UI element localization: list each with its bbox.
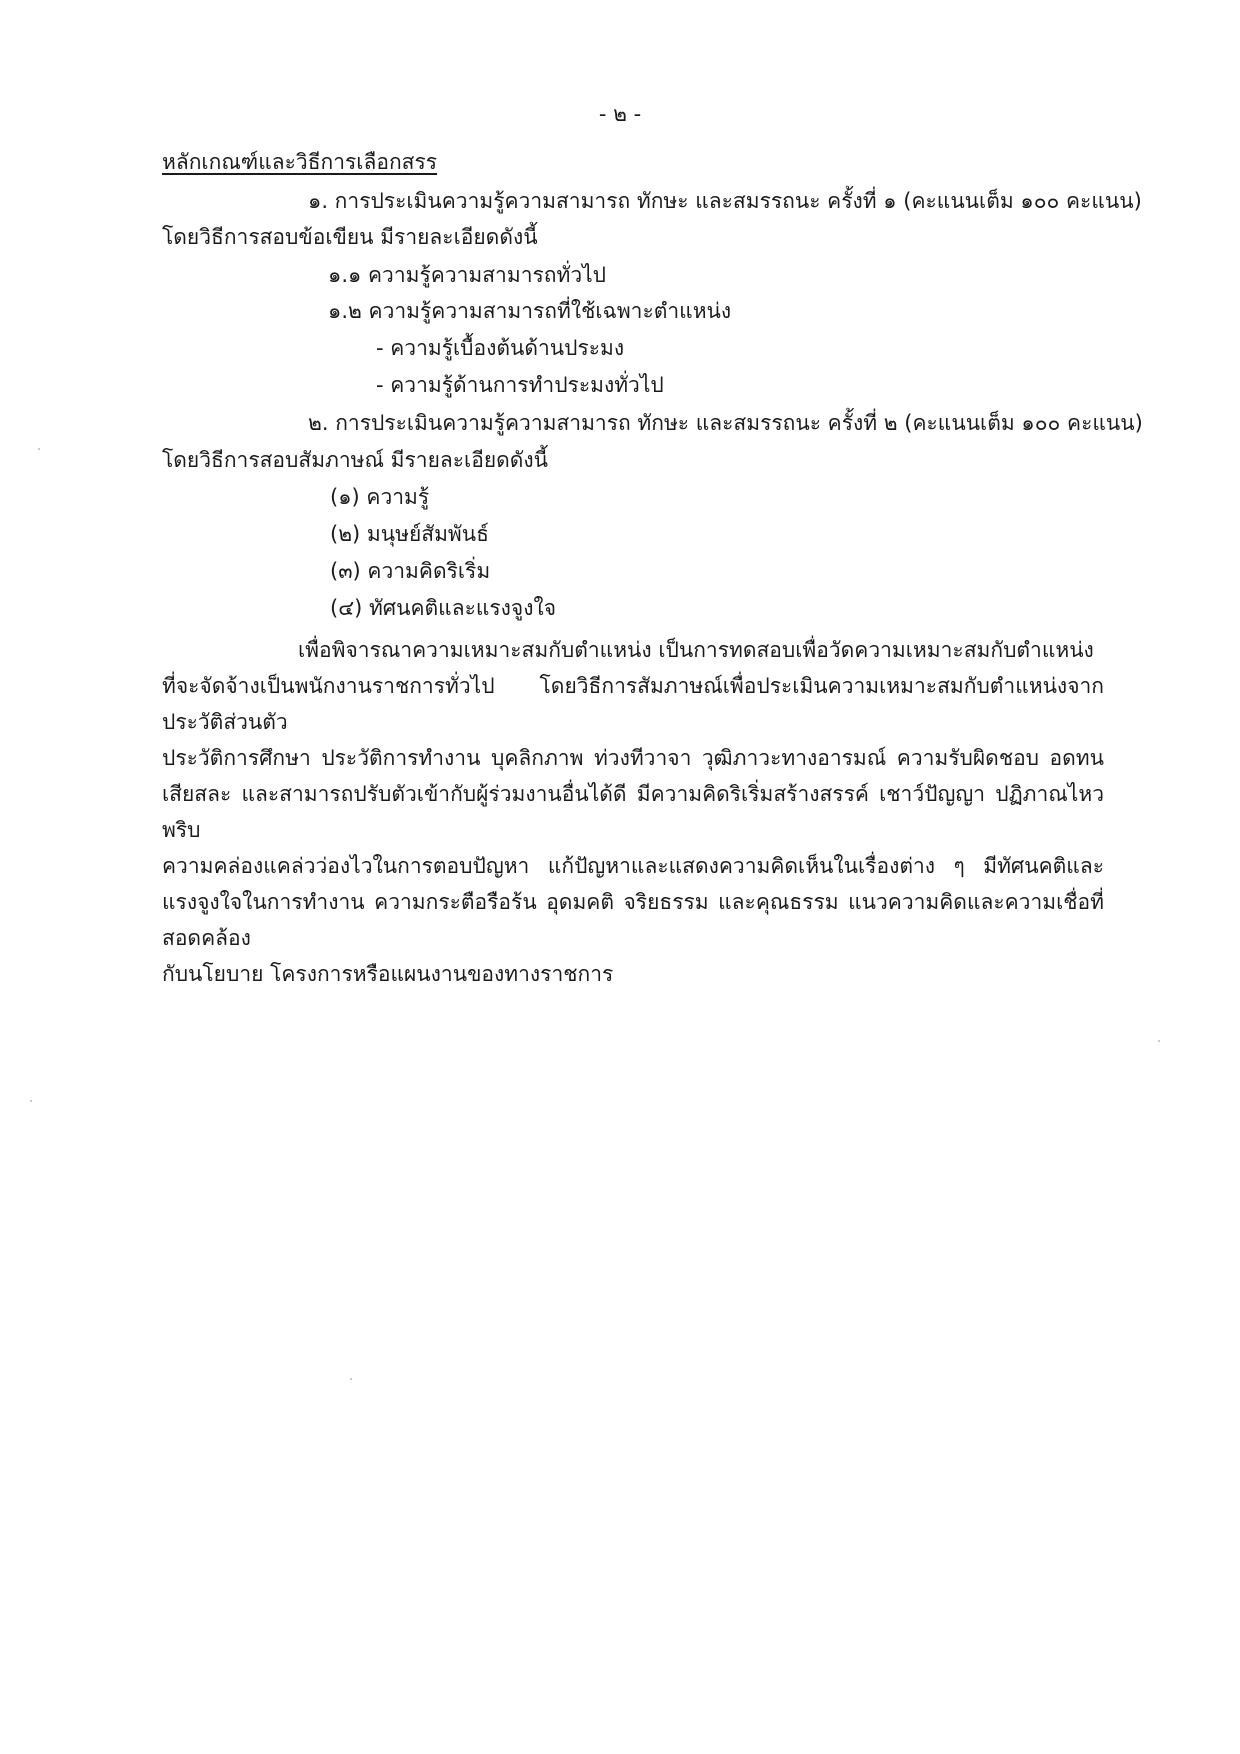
paragraph-line-4: เสียสละ และสามารถปรับตัวเข้ากับผู้ร่วมงานอื่นได้ดี มีความคิดริเริ่มสร้างสรรค์ เชาว์ปัญญา ปฏิภาณไหวพริบ (162, 782, 1104, 842)
section2-item-4: (๔) ทัศนคติและแรงจูงใจ (330, 596, 557, 620)
paragraph-line-5: ความคล่องแคล่วว่องไวในการตอบปัญหา แก้ปัญหาและแสดงความคิดเห็นในเรื่องต่าง ๆ มีทัศนคติและ (162, 854, 1104, 878)
section1-sub-item-b: - ความรู้ด้านการทำประมงทั่วไป (376, 373, 664, 397)
section1-sub-item-a: - ความรู้เบื้องต้นด้านประมง (376, 336, 625, 360)
paragraph-line-6: แรงจูงใจในการทำงาน ความกระตือรือร้น อุดมคติ จริยธรรม และคุณธรรม แนวความคิดและความเชื่อที่สอดคล้อง (162, 890, 1104, 950)
section2-line2: โดยวิธีการสอบสัมภาษณ์ มีรายละเอียดดังนี้ (162, 448, 549, 472)
section1-line2: โดยวิธีการสอบข้อเขียน มีรายละเอียดดังนี้ (162, 225, 538, 249)
paragraph-line-1: เพื่อพิจารณาความเหมาะสมกับตำแหน่ง เป็นการทดสอบเพื่อวัดความเหมาะสมกับตำแหน่ง (298, 638, 1094, 662)
section1-item-1-1: ๑.๑ ความรู้ความสามารถทั่วไป (328, 263, 607, 287)
section2-item-2: (๒) มนุษย์สัมพันธ์ (330, 522, 489, 546)
section1-item-1-2: ๑.๒ ความรู้ความสามารถที่ใช้เฉพาะตำแหน่ง (328, 299, 732, 323)
scan-speck (30, 1100, 32, 1102)
section1-line1: ๑. การประเมินความรู้ความสามารถ ทักษะ และสมรรถนะ ครั้งที่ ๑ (คะแนนเต็ม ๑๐๐ คะแนน) (308, 189, 1142, 213)
scan-speck (1158, 1040, 1160, 1042)
page-number: - ๒ - (598, 102, 642, 126)
section2-item-3: (๓) ความคิดริเริ่ม (330, 559, 491, 583)
section-heading: หลักเกณฑ์และวิธีการเลือกสรร (162, 150, 438, 174)
scan-speck (350, 1378, 352, 1380)
paragraph-line-7: กับนโยบาย โครงการหรือแผนงานของทางราชการ (162, 962, 614, 986)
paragraph-line-3: ประวัติการศึกษา ประวัติการทำงาน บุคลิกภาพ ท่วงทีวาจา วุฒิภาวะทางอารมณ์ ความรับผิดชอบ อดทน (162, 746, 1104, 770)
scan-speck (38, 448, 40, 450)
paragraph-line-2: ที่จะจัดจ้างเป็นพนักงานราชการทั่วไป โดยวิธีการสัมภาษณ์เพื่อประเมินความเหมาะสมกับตำแหน่งจากประวัติส่วนตัว (162, 674, 1104, 734)
section2-line1: ๒. การประเมินความรู้ความสามารถ ทักษะ และสมรรถนะ ครั้งที่ ๒ (คะแนนเต็ม ๑๐๐ คะแนน) (308, 411, 1143, 435)
section2-item-1: (๑) ความรู้ (330, 485, 430, 509)
assessment-paragraph (162, 632, 1104, 992)
